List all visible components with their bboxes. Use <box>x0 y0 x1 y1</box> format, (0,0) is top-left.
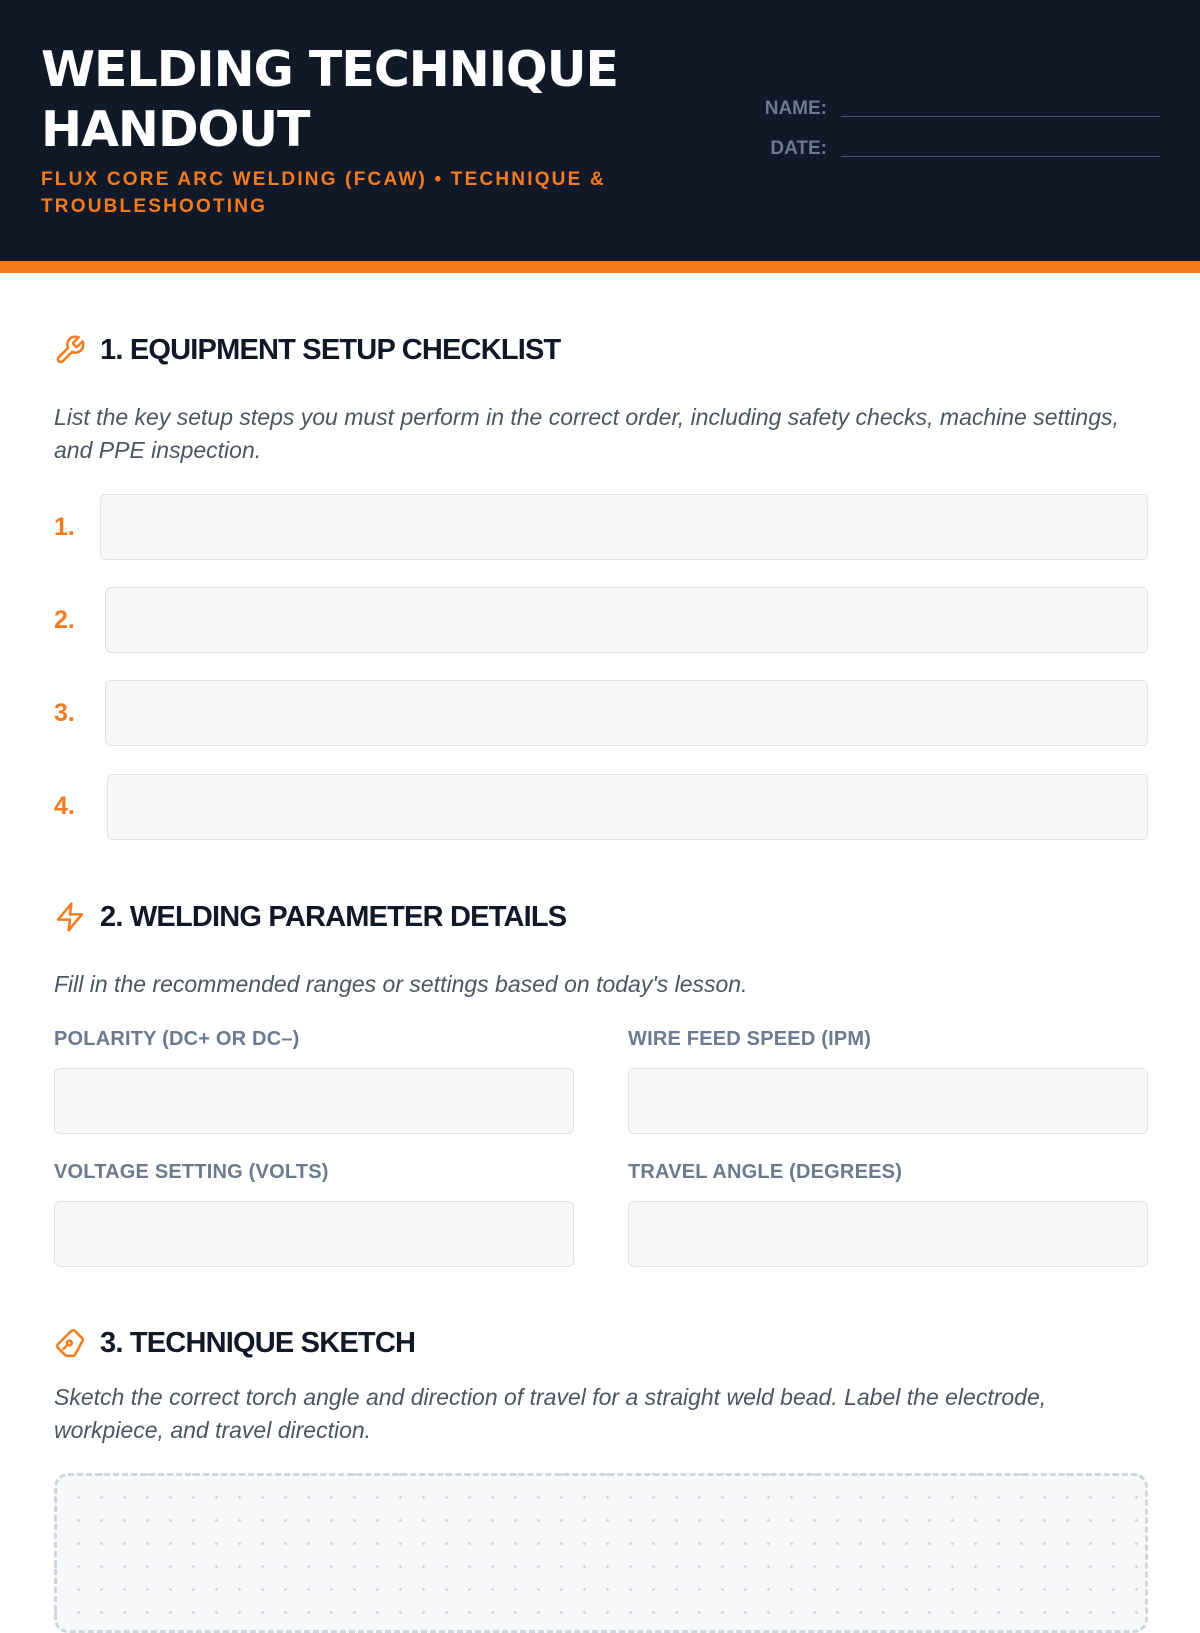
travel-angle-label: TRAVEL ANGLE (DEGREES) <box>628 1161 903 1183</box>
section-description: Fill in the recommended ranges or settings based on today's lesson. <box>54 971 748 997</box>
setup-step-3-input[interactable] <box>105 680 1148 746</box>
date-line[interactable] <box>841 156 1160 157</box>
polarity-input[interactable] <box>54 1068 574 1134</box>
page-subtitle: FLUX CORE ARC WELDING (FCAW) • TECHNIQUE & TROUBLESHOOTING <box>41 169 606 217</box>
name-label: NAME: <box>764 98 827 119</box>
section-heading: 1. EQUIPMENT SETUP CHECKLIST <box>100 334 561 366</box>
voltage-input[interactable] <box>54 1201 574 1267</box>
lightning-icon <box>54 901 86 933</box>
step-number: 1. <box>54 513 75 541</box>
wire-feed-speed-label: WIRE FEED SPEED (IPM) <box>628 1028 872 1050</box>
voltage-label: VOLTAGE SETTING (VOLTS) <box>54 1161 329 1183</box>
polarity-label: POLARITY (DC+ OR DC–) <box>54 1028 300 1050</box>
sketch-area[interactable] <box>54 1473 1148 1633</box>
section-equipment-setup-header <box>54 331 1154 371</box>
setup-step-4-input[interactable] <box>107 774 1148 840</box>
step-number: 3. <box>54 699 75 727</box>
section-heading: 3. TECHNIQUE SKETCH <box>100 1327 416 1359</box>
header-banner <box>0 0 1200 273</box>
section-description: Sketch the correct torch angle and direction of travel for a straight weld bead. Label the electrode, workpiece, and travel direction. <box>54 1384 1047 1443</box>
section-description: List the key setup steps you must perform in the correct order, including safety checks, machine settings, and PPE inspection. <box>54 404 1119 463</box>
wire-feed-speed-input[interactable] <box>628 1068 1148 1134</box>
step-number: 4. <box>54 792 75 820</box>
section-parameters-header <box>54 898 1154 938</box>
setup-step-2-input[interactable] <box>105 587 1148 653</box>
date-row <box>720 134 1160 164</box>
page-title: WELDING TECHNIQUE HANDOUT <box>41 41 618 158</box>
date-label: DATE: <box>770 138 827 159</box>
name-line[interactable] <box>841 116 1160 117</box>
wrench-icon <box>54 334 86 366</box>
setup-step-1-input[interactable] <box>100 494 1148 560</box>
name-row <box>720 94 1160 124</box>
section-heading: 2. WELDING PARAMETER DETAILS <box>100 901 567 933</box>
travel-angle-input[interactable] <box>628 1201 1148 1267</box>
step-number: 2. <box>54 606 75 634</box>
section-sketch-header <box>54 1324 1154 1364</box>
pen-tool-icon <box>54 1327 86 1359</box>
